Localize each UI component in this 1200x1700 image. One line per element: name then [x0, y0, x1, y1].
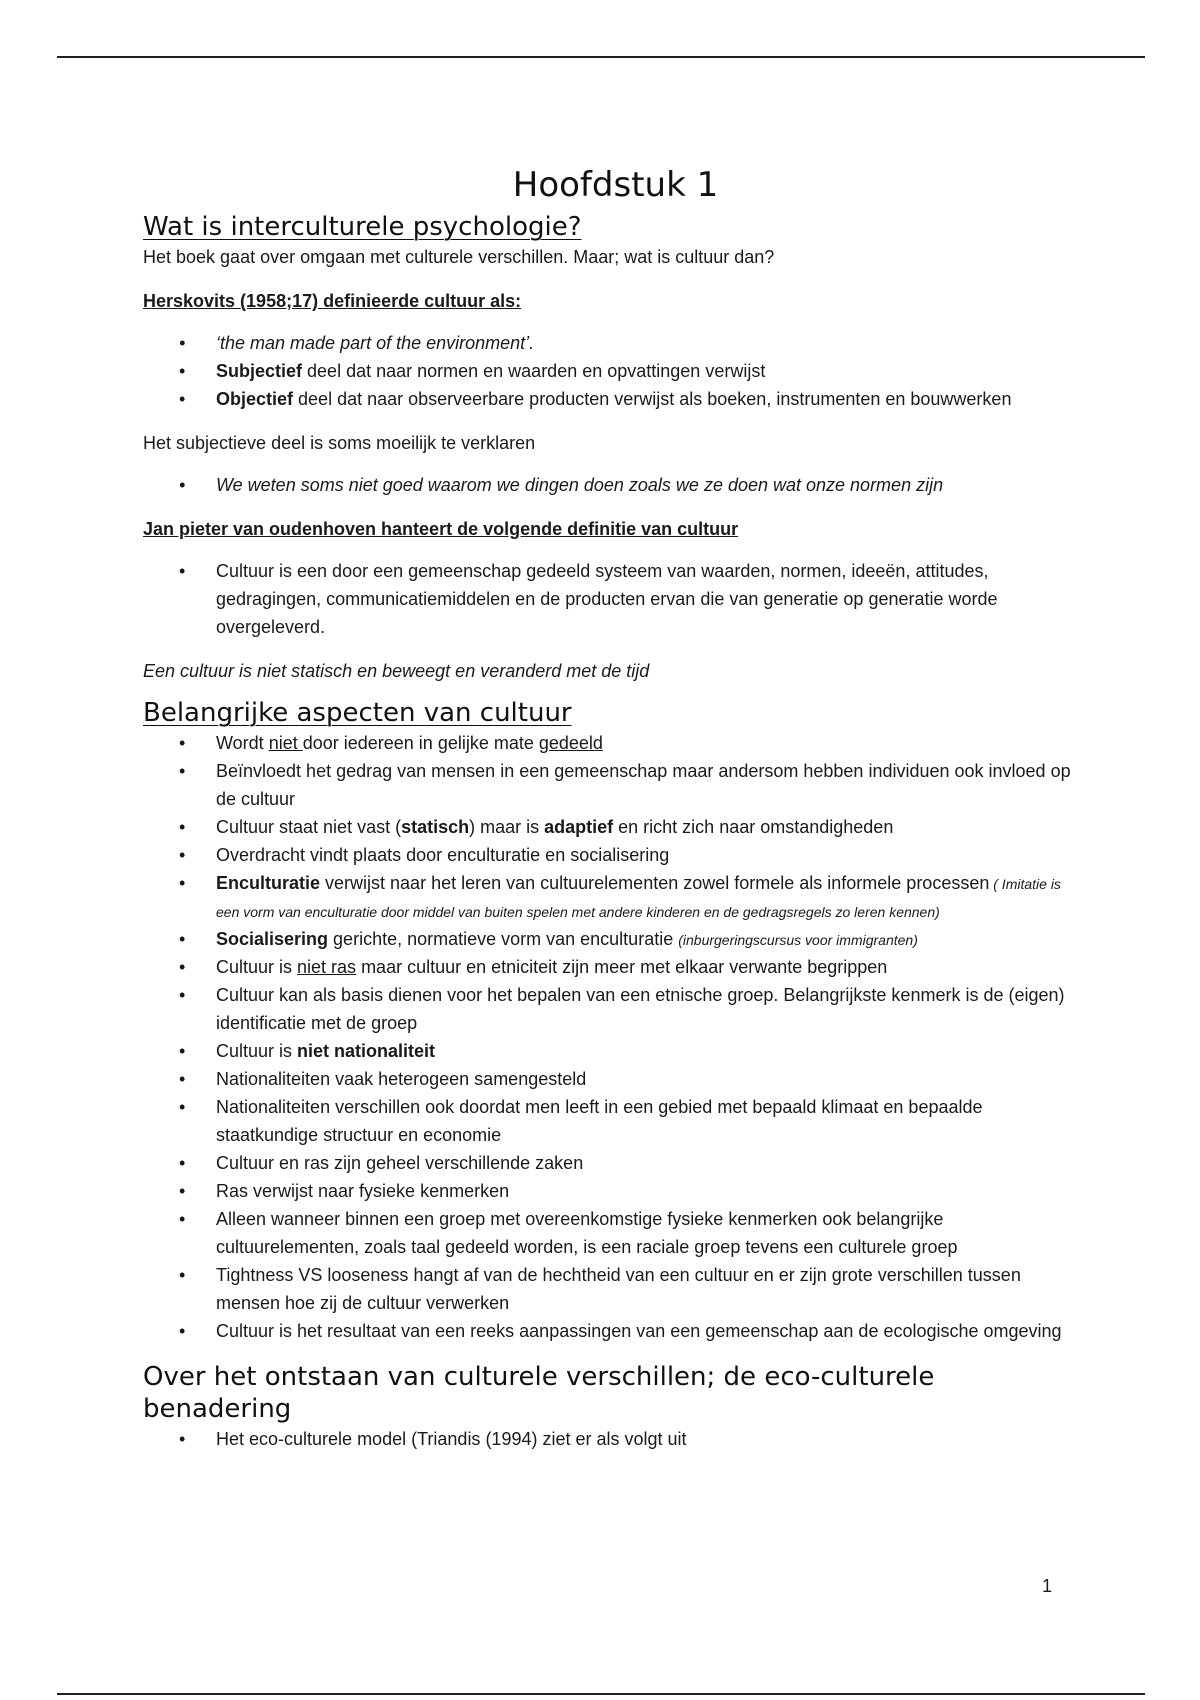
footer-rule: [57, 1693, 1145, 1695]
list-item: • ‘the man made part of the environment’.: [143, 329, 1088, 357]
list-item: • Cultuur staat niet vast (statisch) maar is adaptief en richt zich naar omstandigheden: [143, 813, 1088, 841]
list-item: • Enculturatie verwijst naar het leren van cultuurelementen zowel formele als informele processen ( Imitatie is een vorm van enculturatie door middel van buiten spelen met andere kinderen en de gedragsregels zo leren kennen): [143, 869, 1088, 925]
list-item: • Cultuur kan als basis dienen voor het bepalen van een etnische groep. Belangrijkste kenmerk is de (eigen) identificatie met de groep: [143, 981, 1088, 1037]
list-item: • We weten soms niet goed waarom we dingen doen zoals we ze doen wat onze normen zijn: [143, 471, 1088, 499]
section-heading-aspects: Belangrijke aspecten van cultuur: [143, 698, 572, 728]
document-body: [143, 165, 1088, 1453]
list-item: • Ras verwijst naar fysieke kenmerken: [143, 1177, 1088, 1205]
header-rule: [57, 56, 1145, 58]
list-item: • Beïnvloedt het gedrag van mensen in een gemeenschap maar andersom hebben individuen ook invloed op de cultuur: [143, 757, 1088, 813]
list-item: • Wordt niet door iedereen in gelijke mate gedeeld: [143, 729, 1088, 757]
list-item: • Cultuur is een door een gemeenschap gedeeld systeem van waarden, normen, ideeën, attitudes, gedragingen, communicatiemiddelen en de producten ervan die van generatie op generatie worde overgeleverd.: [143, 557, 1088, 641]
list-item: • Tightness VS looseness hangt af van de hechtheid van een cultuur en er zijn grote verschillen tussen mensen hoe zij de cultuur verwerken: [143, 1261, 1088, 1317]
eco-cultural-list: [143, 1425, 1088, 1453]
list-item: • Overdracht vindt plaats door enculturatie en socialisering: [143, 841, 1088, 869]
oudenhoven-heading: Jan pieter van oudenhoven hanteert de volgende definitie van cultuur: [143, 519, 739, 539]
section-heading-intercultural: Wat is interculturele psychologie?: [143, 212, 582, 242]
list-item: • Cultuur is niet nationaliteit: [143, 1037, 1088, 1065]
closing-statement: Een cultuur is niet statisch en beweegt en veranderd met de tijd: [143, 661, 650, 681]
list-item: • Nationaliteiten verschillen ook doordat men leeft in een gebied met bepaald klimaat en bepaalde staatkundige structuur en economie: [143, 1093, 1088, 1149]
list-item: • Cultuur en ras zijn geheel verschillende zaken: [143, 1149, 1088, 1177]
list-item: • Subjectief deel dat naar normen en waarden en opvattingen verwijst: [143, 357, 1088, 385]
list-item: • Het eco-culturele model (Triandis (1994) ziet er als volgt uit: [143, 1425, 1088, 1453]
section-heading-eco-cultural: Over het ontstaan van culturele verschillen; de eco-culturele benadering: [143, 1362, 935, 1424]
list-item: • Alleen wanneer binnen een groep met overeenkomstige fysieke kenmerken ook belangrijke cultuurelementen, zoals taal gedeeld worden, is een raciale groep tevens een culturele groep: [143, 1205, 1088, 1261]
list-item: • Nationaliteiten vaak heterogeen samengesteld: [143, 1065, 1088, 1093]
list-item: • Cultuur is niet ras maar cultuur en etniciteit zijn meer met elkaar verwante begrippen: [143, 953, 1088, 981]
page-title: Hoofdstuk 1: [512, 165, 719, 205]
subjective-list: [143, 471, 1088, 499]
intro-paragraph: Het boek gaat over omgaan met culturele verschillen. Maar; wat is cultuur dan?: [143, 247, 775, 267]
list-item: • Socialisering gerichte, normatieve vorm van enculturatie (inburgeringscursus voor immigranten): [143, 925, 1088, 953]
oudenhoven-list: [143, 557, 1088, 641]
list-item: • Objectief deel dat naar observeerbare producten verwijst als boeken, instrumenten en bouwwerken: [143, 385, 1088, 413]
page-number: 1: [1042, 1576, 1053, 1596]
aspects-list: [143, 729, 1088, 1345]
herskovits-heading: Herskovits (1958;17) definieerde cultuur als:: [143, 291, 522, 311]
list-item: • Cultuur is het resultaat van een reeks aanpassingen van een gemeenschap aan de ecologische omgeving: [143, 1317, 1088, 1345]
herskovits-list: [143, 329, 1088, 413]
subjective-note: Het subjectieve deel is soms moeilijk te verklaren: [143, 433, 536, 453]
